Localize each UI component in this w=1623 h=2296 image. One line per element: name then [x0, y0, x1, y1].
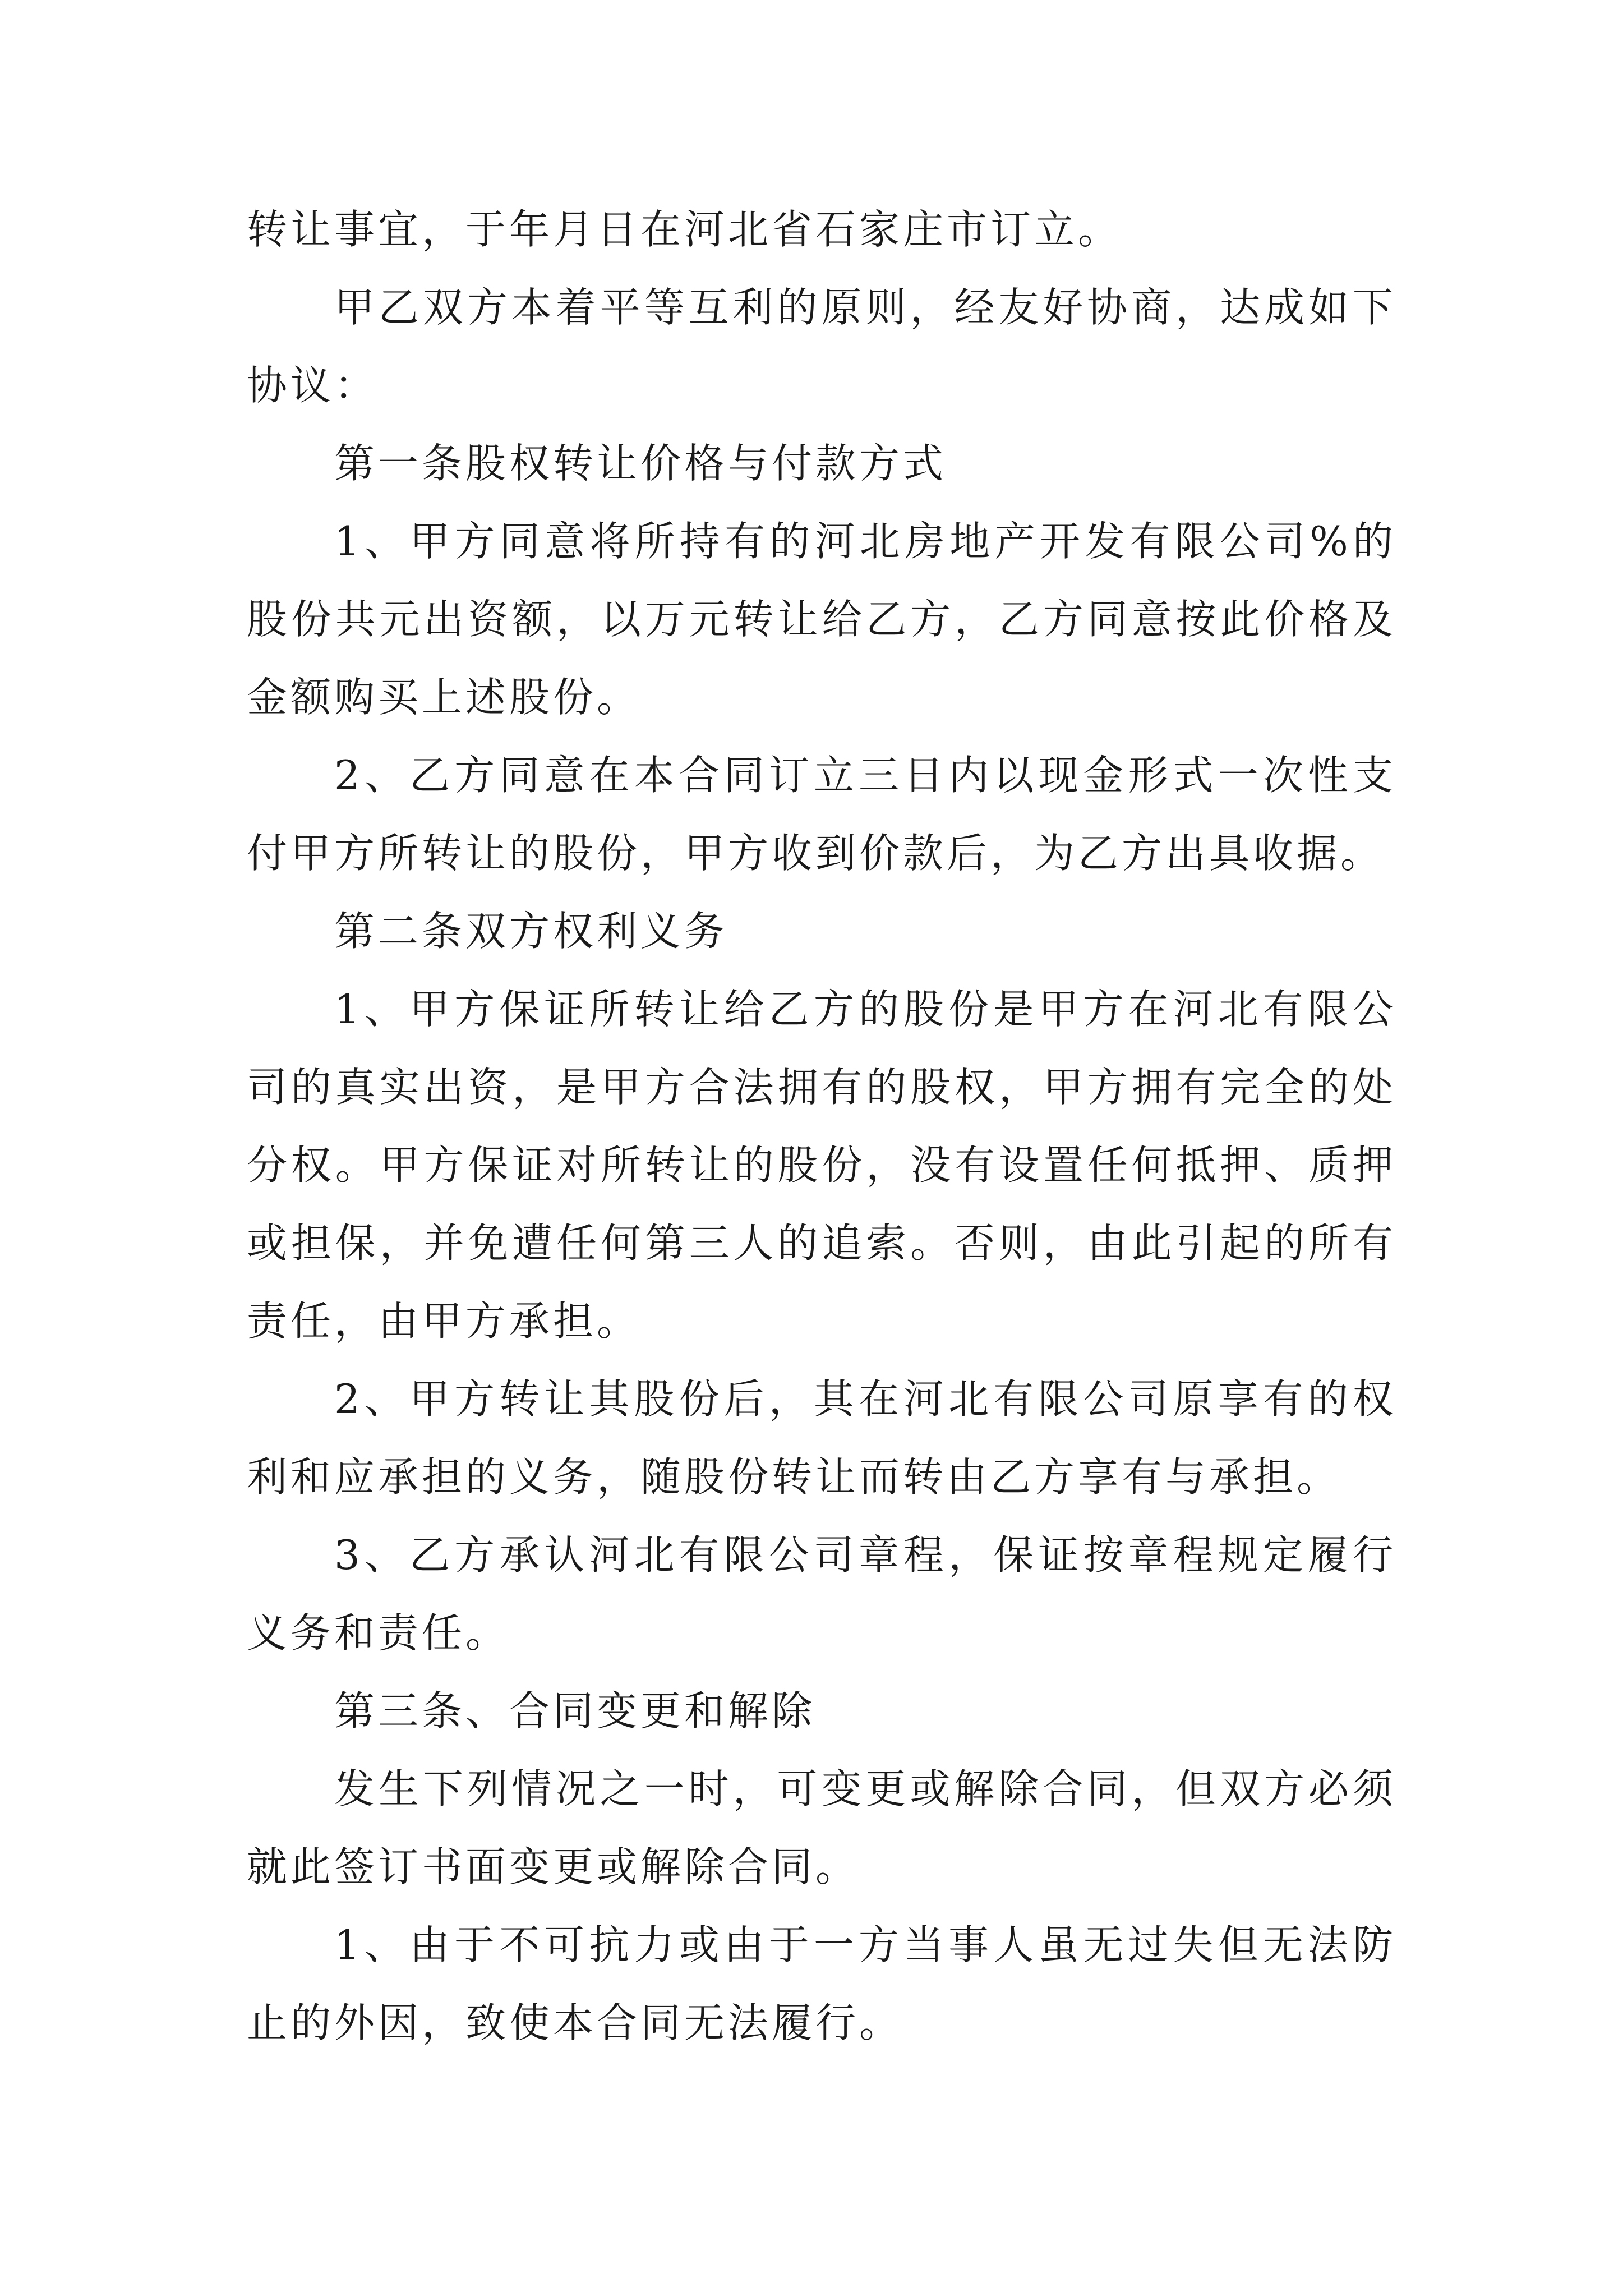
paragraph-article-3-item-1: 1、由于不可抗力或由于一方当事人虽无过失但无法防止的外因，致使本合同无法履行。	[247, 1921, 1396, 2046]
paragraph-article-2-item-2: 2、甲方转让其股份后，其在河北有限公司原享有的权利和应承担的义务，随股份转让而转由乙方享有与承担。	[247, 1375, 1396, 1501]
heading-article-2: 第二条双方权利义务	[334, 908, 728, 955]
heading-article-1: 第一条股权转让价格与付款方式	[334, 440, 947, 487]
paragraph-article-1-item-1: 1、甲方同意将所持有的河北房地产开发有限公司%的股份共元出资额，以万元转让给乙方，乙方同意按此价格及金额购买上述股份。	[247, 518, 1396, 721]
document-body	[247, 191, 1396, 2062]
paragraph-article-2-item-1: 1、甲方保证所转让给乙方的股份是甲方在河北有限公司的真实出资，是甲方合法拥有的股权，甲方拥有完全的处分权。甲方保证对所转让的股份，没有设置任何抵押、质押或担保，并免遭任何第三人的追索。否则，由此引起的所有责任，由甲方承担。	[247, 986, 1396, 1345]
paragraph-intro-continuation: 转让事宜，于年月日在河北省石家庄市订立。	[247, 206, 1122, 253]
heading-article-3: 第三条、合同变更和解除	[334, 1687, 816, 1734]
paragraph-article-3-intro: 发生下列情况之一时，可变更或解除合同，但双方必须就此签订书面变更或解除合同。	[247, 1765, 1396, 1890]
paragraph-article-2-item-3: 3、乙方承认河北有限公司章程，保证按章程规定履行义务和责任。	[247, 1531, 1396, 1657]
paragraph-article-1-item-2: 2、乙方同意在本合同订立三日内以现金形式一次性支付甲方所转让的股份，甲方收到价款后，为乙方出具收据。	[247, 752, 1396, 877]
paragraph-agreement-preamble: 甲乙双方本着平等互利的原则，经友好协商，达成如下协议：	[247, 284, 1396, 409]
